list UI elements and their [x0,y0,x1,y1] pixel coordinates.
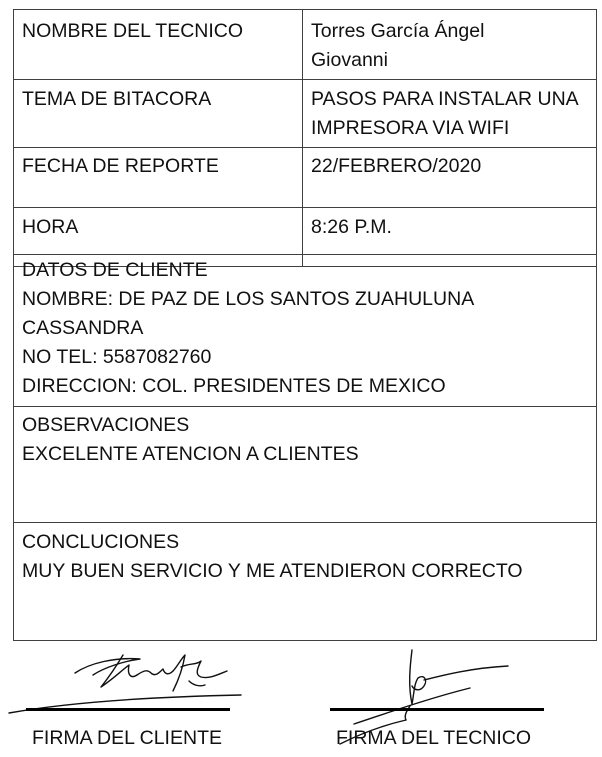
technician-signature-label: FIRMA DEL TECNICO [336,727,532,749]
client-address-line: DIRECCION: COL. PRESIDENTES DE MEXICO [22,375,446,397]
report-date-value: 22/FEBRERO/2020 [311,155,482,177]
time-value: 8:26 P.M. [311,216,392,238]
conclusions-heading: CONCLUCIONES [22,531,180,553]
client-signature-line [26,708,230,711]
technician-name-label: NOMBRE DEL TECNICO [22,20,244,42]
technician-signature-line [330,708,544,711]
table-border-top [13,9,597,10]
observations-text: EXCELENTE ATENCION A CLIENTES [22,443,359,465]
conclusions-section [13,524,523,586]
client-name-line-continued: CASSANDRA [22,317,144,339]
section-divider [13,522,597,523]
client-name-line: NOMBRE: DE PAZ DE LOS SANTOS ZUAHULUNA [22,288,475,310]
row-divider [13,79,597,80]
row-divider [13,207,597,208]
client-signature-label: FIRMA DEL CLIENTE [32,727,222,749]
conclusions-text: MUY BUEN SERVICIO Y ME ATENDIERON CORRECTO [22,560,523,582]
table-border-right [596,9,597,641]
log-topic-value: PASOS PARA INSTALAR UNA IMPRESORA VIA WIFI [311,88,579,139]
technician-name-value: Torres García Ángel Giovanni [311,20,485,71]
observations-section [13,407,359,469]
table-border-bottom [13,640,597,641]
client-phone-line: NO TEL: 5587082760 [22,346,212,368]
client-signature-icon [5,645,245,715]
report-date-label: FECHA DE REPORTE [22,155,219,177]
observations-heading: OBSERVACIONES [22,414,190,436]
log-topic-label: TEMA DE BITACORA [22,88,212,110]
client-data-section [13,252,474,401]
time-label: HORA [22,216,79,238]
client-data-heading: DATOS DE CLIENTE [22,259,208,281]
